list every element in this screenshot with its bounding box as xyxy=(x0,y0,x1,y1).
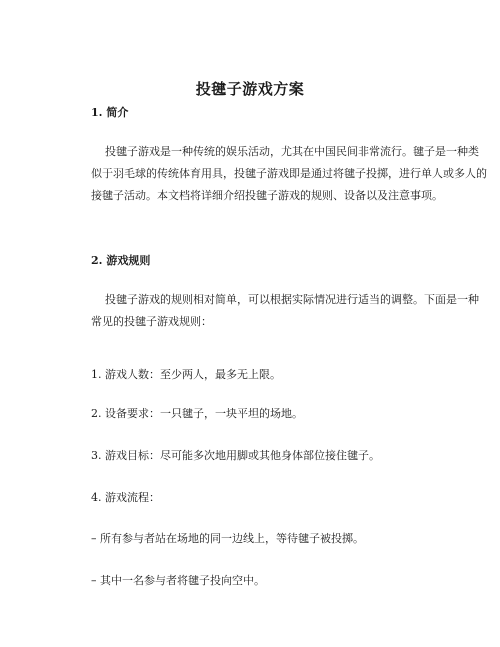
intro-line-1: 投毽子游戏是一种传统的娱乐活动，尤其在中国民间非常流行。毽子是一种类 xyxy=(91,145,479,158)
rule-item-2: 2. 设备要求：一只毽子，一块平坦的场地。 xyxy=(91,407,303,420)
rule-item-3: 3. 游戏目标：尽可能多次地用脚或其他身体部位接住毽子。 xyxy=(91,449,380,462)
rule-item-1: 1. 游戏人数：至少两人，最多无上限。 xyxy=(91,368,281,381)
intro-line-2: 似于羽毛球的传统体育用具，投毽子游戏即是通过将毽子投掷，进行单人或多人的 xyxy=(91,167,487,180)
intro-paragraph xyxy=(91,141,487,207)
rule-item-4: 4. 游戏流程： xyxy=(91,491,160,504)
rules-line-2: 常见的投毽子游戏规则： xyxy=(91,315,212,328)
document-title: 投毽子游戏方案 xyxy=(195,80,305,98)
rules-line-1: 投毽子游戏的规则相对简单，可以根据实际情况进行适当的调整。下面是一种 xyxy=(91,293,479,306)
section-heading-intro: 1. 简介 xyxy=(91,106,129,119)
section-heading-rules: 2. 游戏规则 xyxy=(91,254,151,267)
intro-line-3: 接毽子活动。本文档将详细介绍投毽子游戏的规则、设备以及注意事项。 xyxy=(91,189,443,202)
rules-paragraph xyxy=(91,289,479,333)
rule-subitem-2: – 其中一名参与者将毽子投向空中。 xyxy=(91,574,265,587)
rule-subitem-1: – 所有参与者站在场地的同一边线上，等待毽子被投掷。 xyxy=(91,532,364,545)
